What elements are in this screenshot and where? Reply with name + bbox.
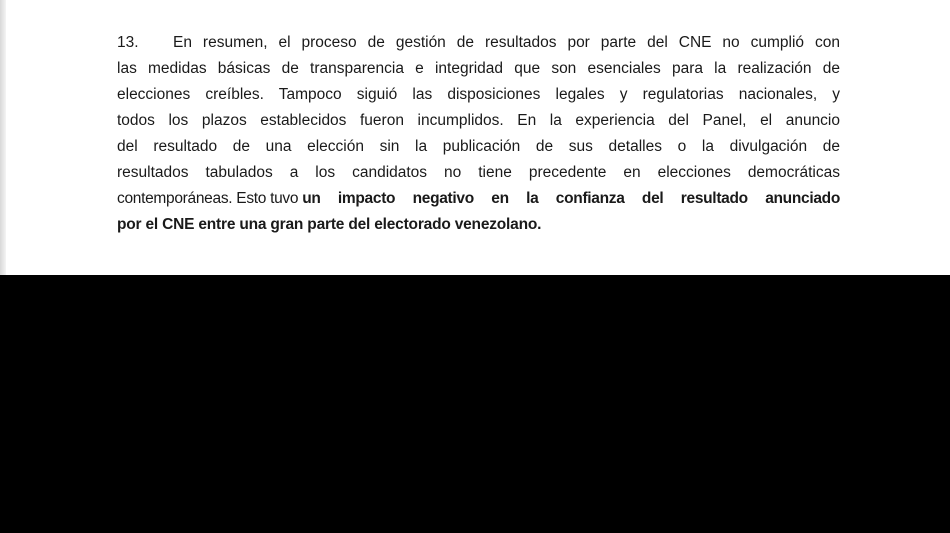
paragraph-line — [117, 214, 840, 240]
paragraph-text: todos los plazos establecidos fueron incumplidos. En la experiencia del Panel, el anuncio — [117, 112, 840, 129]
paragraph-line — [117, 84, 840, 110]
paragraph-line — [117, 162, 840, 188]
paragraph-text: En resumen, el proceso de gestión de resultados por parte del CNE no cumplió con — [173, 34, 840, 51]
paragraph-text: las medidas básicas de transparencia e integridad que son esenciales para la realización de — [117, 60, 840, 77]
paragraph-line — [117, 188, 840, 214]
paragraph-text: elecciones creíbles. Tampoco siguió las disposiciones legales y regulatorias nacionales, y — [117, 86, 840, 103]
paragraph-number: 13. — [117, 34, 139, 51]
emphasized-text: por el CNE entre una gran parte del electorado venezolano. — [117, 216, 542, 233]
paragraph-line — [117, 58, 840, 84]
paragraph-line — [117, 136, 840, 162]
paragraph-text: del resultado de una elección sin la publicación de sus detalles o la divulgación de — [117, 138, 840, 155]
emphasized-text: un impacto negativo en la confianza del resultado anunciado — [302, 190, 840, 207]
page-edge-shadow — [0, 0, 6, 275]
paragraph-13 — [117, 32, 840, 240]
paragraph-line — [117, 32, 840, 58]
paragraph-text: contemporáneas. Esto tuvo — [117, 190, 303, 207]
paragraph-text: resultados tabulados a los candidatos no tiene precedente en elecciones democráticas — [117, 164, 840, 181]
paragraph-line — [117, 110, 840, 136]
